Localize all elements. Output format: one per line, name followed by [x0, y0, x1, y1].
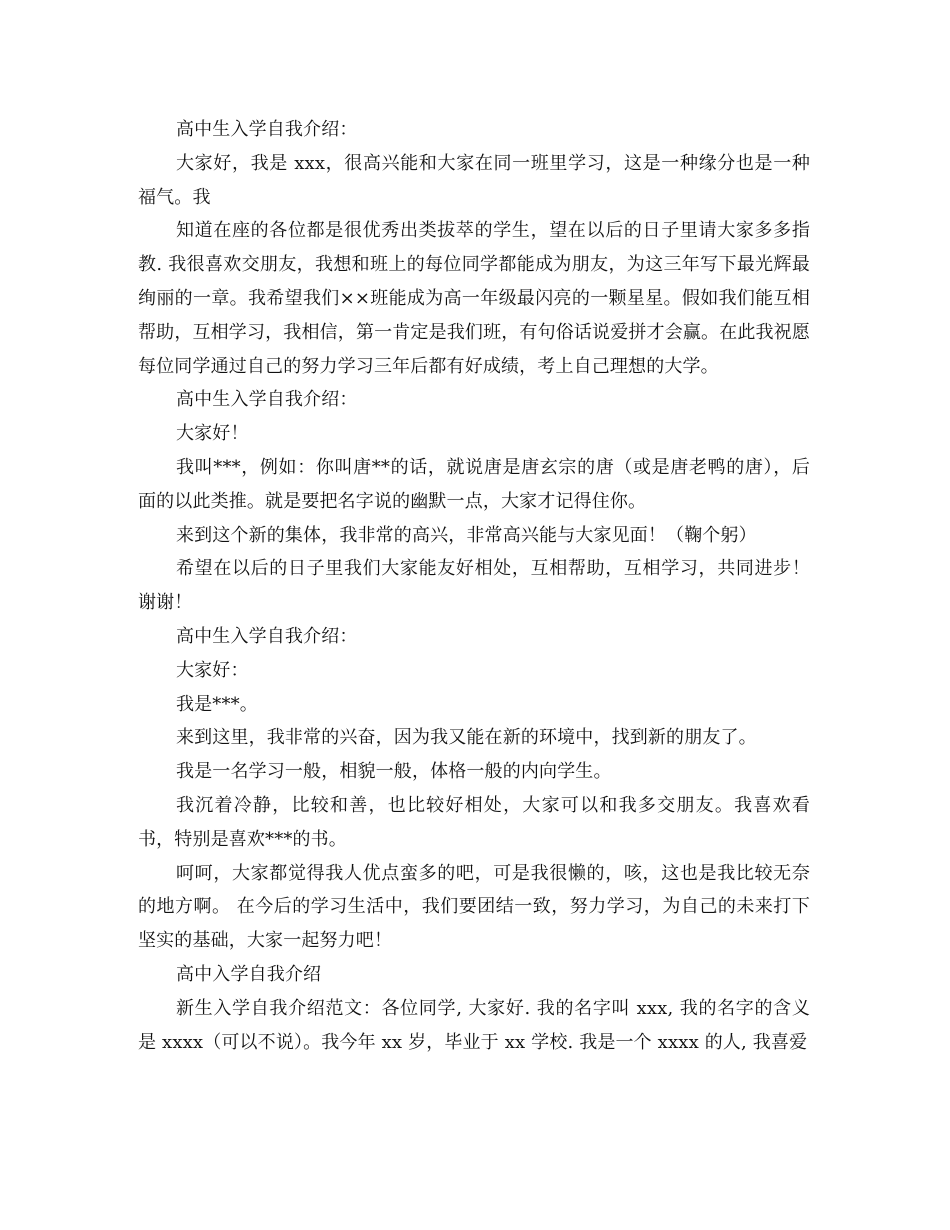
paragraph: 我是一名学习一般，相貌一般，体格一般的内向学生。	[176, 761, 612, 783]
section-heading-1: 高中生入学自我介绍：	[176, 119, 358, 140]
paragraph: 我是***。	[176, 693, 258, 715]
paragraph: 知道在座的各位都是很优秀出类拔萃的学生，望在以后的日子里请大家多多指教. 我很喜欢交朋友，我想和班上的每位同学都能成为朋友，为这三年写下最光辉最绚丽的一章。我希望我们××班能成为高一年级最闪亮的一颗星星。假如我们能互相帮助，互相学习，我相信，第一肯定是我们班，有句俗话说爱拼才会赢。在此我祝愿每位同学通过自己的努力学习三年后都有好成绩，考上自己理想的大学。	[138, 220, 810, 377]
section-heading-2: 高中生入学自我介绍：	[176, 389, 358, 411]
paragraph: 我叫***，例如：你叫唐**的话，就说唐是唐玄宗的唐（或是唐老鸭的唐），后面的以此类推。就是要把名字说的幽默一点，大家才记得住你。	[138, 456, 810, 512]
paragraph: 大家好：	[176, 659, 249, 681]
paragraph: 大家好！	[176, 423, 249, 445]
paragraph: 呵呵，大家都觉得我人优点蛮多的吧，可是我很懒的，咳，这也是我比较无奈的地方啊。 在今后的学习生活中，我们要团结一致，努力学习，为自己的未来打下坚实的基础，大家一起努力吧！	[138, 862, 810, 952]
paragraph: 我沉着冷静，比较和善，也比较好相处，大家可以和我多交朋友。我喜欢看书，特别是喜欢***的书。	[138, 794, 810, 850]
section-heading-4: 高中入学自我介绍	[176, 963, 322, 985]
paragraph: 新生入学自我介绍范文：各位同学, 大家好. 我的名字叫 xxx, 我的名字的含义是 xxxx（可以不说）。我今年 xx 岁，毕业于 xx 学校. 我是一个 xxxx 的人, 我喜爱	[138, 997, 810, 1053]
section-heading-3: 高中生入学自我介绍：	[176, 625, 358, 647]
paragraph: 来到这个新的集体，我非常的高兴，非常高兴能与大家见面！（鞠个躬）	[176, 524, 757, 546]
paragraph: 希望在以后的日子里我们大家能友好相处，互相帮助，互相学习，共同进步！谢谢！	[138, 558, 810, 614]
paragraph: 大家好，我是 xxx，很高兴能和大家在同一班里学习，这是一种缘分也是一种福气。我	[138, 152, 810, 208]
document-body	[138, 113, 810, 1059]
paragraph: 来到这里，我非常的兴奋，因为我又能在新的环境中，找到新的朋友了。	[176, 727, 757, 749]
